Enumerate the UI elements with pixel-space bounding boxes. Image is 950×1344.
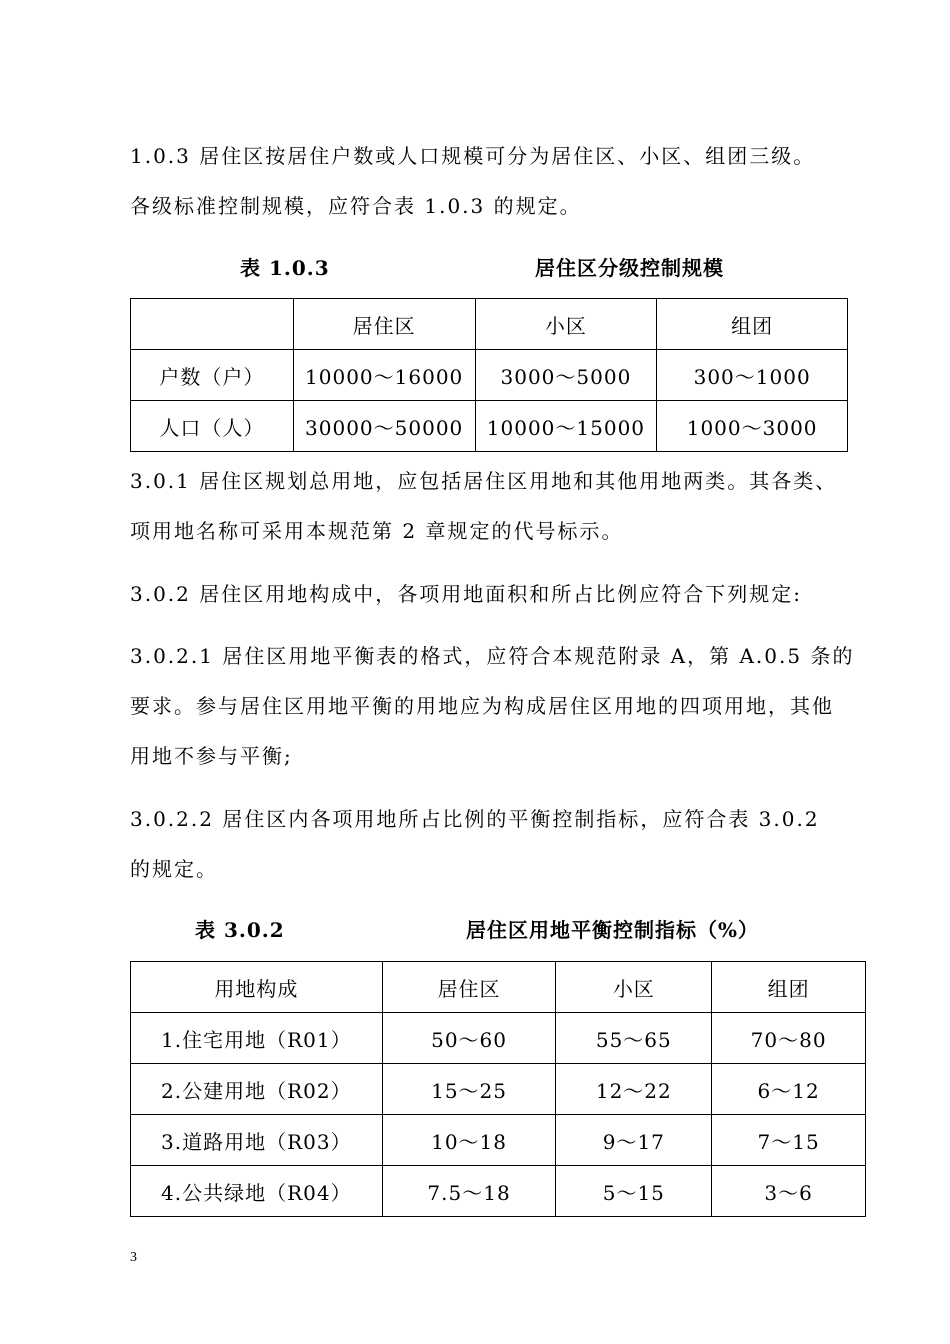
table-cell: 3.道路用地（R03）: [131, 1115, 383, 1166]
section-1-0-3-line2: 各级标准控制规模，应符合表 1.0.3 的规定。: [130, 194, 582, 218]
table-cell: 4.公共绿地（R04）: [131, 1166, 383, 1217]
table-cell: 1.住宅用地（R01）: [131, 1013, 383, 1064]
table-cell: 户数（户）: [131, 350, 294, 401]
table-cell: 30000～50000: [293, 401, 475, 452]
table-row: [131, 401, 848, 452]
table-cell: 人口（人）: [131, 401, 294, 452]
table-cell: 3000～5000: [475, 350, 657, 401]
table-header-cell: 居住区: [382, 962, 556, 1013]
table-cell: 10～18: [382, 1115, 556, 1166]
table-header-row: [131, 299, 848, 350]
table-header-cell: [131, 299, 294, 350]
section-3-0-2-2-line1: 3.0.2.2 居住区内各项用地所占比例的平衡控制指标，应符合表 3.0.2: [130, 807, 820, 831]
table-header-cell: 小区: [475, 299, 657, 350]
page-number: 3: [130, 1250, 137, 1265]
table-header-cell: 小区: [556, 962, 712, 1013]
table-cell: 10000～15000: [475, 401, 657, 452]
table-cell: 6～12: [712, 1064, 866, 1115]
table-cell: 50～60: [382, 1013, 556, 1064]
table-cell: 12～22: [556, 1064, 712, 1115]
table-row: [131, 1013, 866, 1064]
section-3-0-2-1-line3: 用地不参与平衡;: [130, 744, 293, 768]
table-header-cell: 组团: [657, 299, 848, 350]
table-row: [131, 1064, 866, 1115]
scale-table: [130, 298, 848, 452]
table-header-cell: 用地构成: [131, 962, 383, 1013]
table1-caption-title: 居住区分级控制规模: [535, 256, 724, 280]
table-cell: 300～1000: [657, 350, 848, 401]
section-3-0-2-2-line2: 的规定。: [130, 857, 218, 881]
table2-caption-number: 表 3.0.2: [195, 918, 285, 942]
table-cell: 55～65: [556, 1013, 712, 1064]
section-3-0-2-1-line2: 要求。参与居住区用地平衡的用地应为构成居住区用地的四项用地，其他: [130, 694, 834, 718]
table1-caption-number: 表 1.0.3: [240, 256, 330, 280]
table-cell: 3～6: [712, 1166, 866, 1217]
table-row: [131, 1166, 866, 1217]
land-balance-table: [130, 961, 866, 1217]
table-header-cell: 居住区: [293, 299, 475, 350]
table-cell: 2.公建用地（R02）: [131, 1064, 383, 1115]
table-cell: 9～17: [556, 1115, 712, 1166]
table-row: [131, 1115, 866, 1166]
table-cell: 15～25: [382, 1064, 556, 1115]
section-3-0-2-line1: 3.0.2 居住区用地构成中，各项用地面积和所占比例应符合下列规定:: [130, 582, 802, 606]
table-cell: 7～15: [712, 1115, 866, 1166]
table-cell: 1000～3000: [657, 401, 848, 452]
section-1-0-3-line1: 1.0.3 居住区按居住户数或人口规模可分为居住区、小区、组团三级。: [130, 144, 816, 168]
section-3-0-1-line1: 3.0.1 居住区规划总用地，应包括居住区用地和其他用地两类。其各类、: [130, 469, 838, 493]
table-cell: 7.5～18: [382, 1166, 556, 1217]
table-cell: 10000～16000: [293, 350, 475, 401]
table-row: [131, 350, 848, 401]
table-header-row: [131, 962, 866, 1013]
table-cell: 5～15: [556, 1166, 712, 1217]
table-cell: 70～80: [712, 1013, 866, 1064]
section-3-0-1-line2: 项用地名称可采用本规范第 2 章规定的代号标示。: [130, 519, 624, 543]
table2-caption-title: 居住区用地平衡控制指标（%）: [466, 918, 760, 942]
section-3-0-2-1-line1: 3.0.2.1 居住区用地平衡表的格式，应符合本规范附录 A，第 A.0.5 条的: [130, 644, 855, 668]
table-header-cell: 组团: [712, 962, 866, 1013]
